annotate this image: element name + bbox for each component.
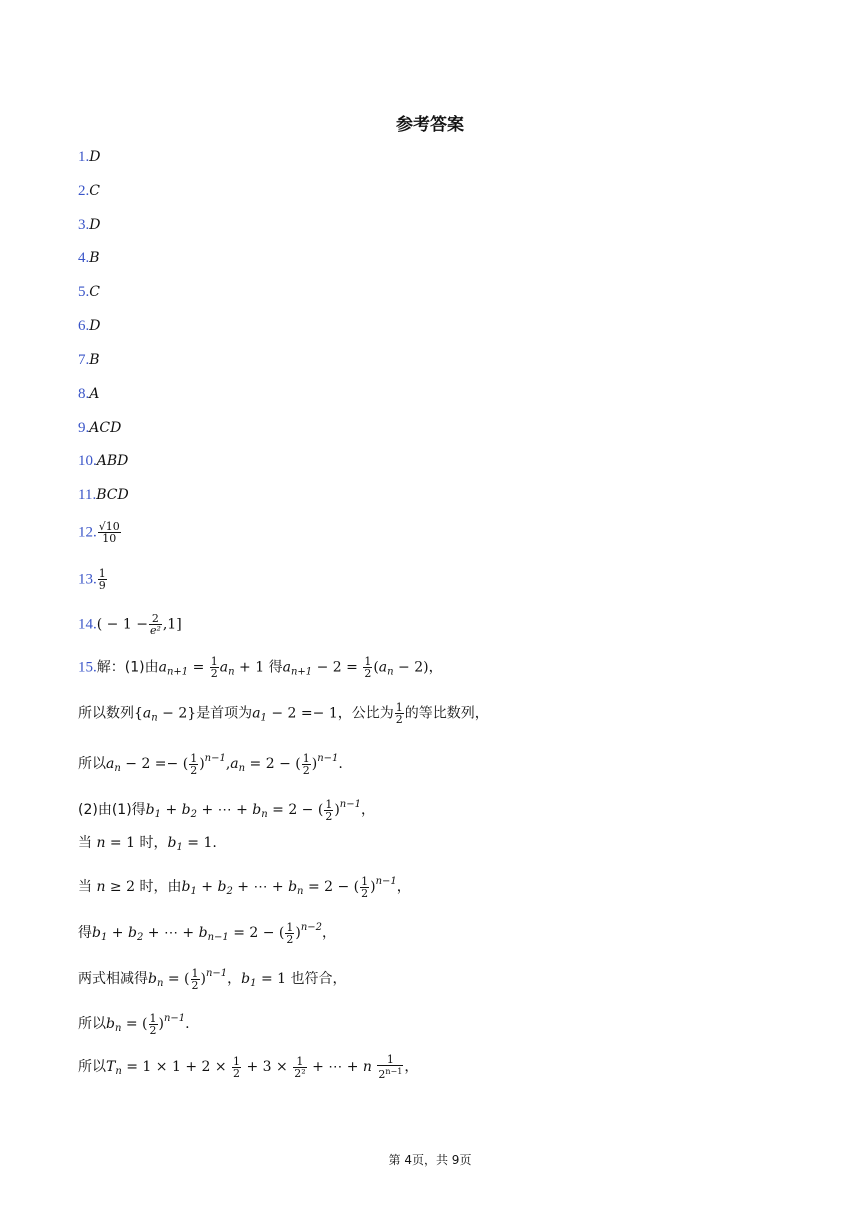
answer-number: 11. [78, 487, 97, 503]
answer-12 [78, 521, 122, 544]
solution-15-line-10: 所以$T_n = 1 \times 1 + 2$ × $\frac{1}{2}$ + 3 × $\frac{1}{\text{2²}}$ + ⋯ + n $\frac{1}{2^{n-1}}$ ， [78, 1053, 419, 1081]
answer-number: 5. [78, 284, 90, 300]
solution-15-line-5: 当 n = 1 时，$b_1 = 1$. [78, 835, 217, 853]
fraction: $\frac{1}{9}$ [98, 567, 106, 592]
answer-choice: ACD [89, 420, 122, 436]
answer-number: 4. [78, 250, 90, 266]
answer-item [78, 317, 100, 335]
answer-number: 12. [78, 524, 97, 541]
answer-number: 7. [78, 352, 90, 368]
answer-number: 13. [78, 571, 97, 588]
solution-15-line-6: 当 n ≥ 2 时，由$b_1 + b_2$ + ⋯ + $b_n = 2$ − ( $\frac{1}{2}$ )$^{n-1}$， [78, 874, 411, 900]
page-footer: 第 4页，共 9页 [388, 1153, 472, 1167]
answer-choice: B [89, 250, 100, 266]
solution-15-line-3: 所以$a_n - 2$ =− ( $\frac{1}{2}$ )$^{n-1},a_n = 2$ − ( $\frac{1}{2}$ )$^{n-1}$. [78, 751, 343, 777]
answer-choice: A [89, 386, 100, 402]
answer-item [78, 182, 100, 200]
fraction: $\frac{√10}{10}$ [98, 520, 120, 545]
answer-choice: B [89, 352, 100, 368]
answer-number: 14. [78, 616, 97, 633]
answer-choice: D [89, 149, 101, 165]
solution-15-line-9: 所以$b_n$ = ( $\frac{1}{2}$ )$^{n-1}$. [78, 1011, 190, 1037]
answer-item [78, 452, 128, 470]
answer-number: 3. [78, 217, 90, 233]
solution-15-line-7: 得$b_1 + b_2$ + ⋯ + $b_{n-1} = 2$ − ( $\frac{1}{2}$ )$^{n-2}$， [78, 920, 337, 946]
answer-item [78, 148, 100, 166]
answer-choice: D [89, 217, 101, 233]
answer-number: 2. [78, 183, 90, 199]
answer-number: 9. [78, 420, 90, 436]
answer-number: 10. [78, 453, 97, 469]
solution-15-line-8: 两式相减得$b_n$ = ( $\frac{1}{2}$ )$^{n-1}$，$b_1 = 1$ 也符合， [78, 966, 347, 992]
answer-item [78, 419, 121, 437]
answer-item [78, 249, 100, 267]
answer-number: 1. [78, 149, 90, 165]
answer-choice: C [89, 284, 100, 300]
answer-14: 14.( − 1 − $\frac{2}{\text{e²}}$ ,1] [78, 612, 182, 637]
answer-item [78, 216, 100, 234]
solution-15-line-2: 所以数列$\{a_n - 2\}$是首项为$a_1 - 2 =- 1$，公比为 $\frac{1}{2}$ 的等比数列， [78, 701, 489, 726]
solution-15-line-4: (2)由(1)得$b_1 + b_2$ + ⋯ + $b_n = 2$ − ( $\frac{1}{2}$ )$^{n-1}$， [78, 797, 375, 823]
answer-item [78, 385, 99, 403]
answer-item [78, 486, 129, 504]
answer-choice: D [89, 318, 101, 334]
answer-item [78, 351, 100, 369]
answer-choice: ABD [96, 453, 129, 469]
answer-13 [78, 568, 108, 591]
answer-choice: BCD [96, 487, 129, 503]
answer-choice: C [89, 183, 100, 199]
answer-item [78, 283, 100, 301]
answer-number: 15. [78, 659, 97, 676]
solution-15-line-1: 15.解：(1)由$a_{n+1}$ = $\frac{1}{2}$ $a_n + 1$ 得$a_{n+1} - 2$ = $\frac{1}{2}$ $(a_n - 2)$， [78, 655, 443, 680]
page-title: 参考答案 [396, 115, 464, 135]
fraction: $\frac{2}{\text{e²}}$ [149, 612, 161, 637]
answer-number: 6. [78, 318, 90, 334]
answer-number: 8. [78, 386, 90, 402]
